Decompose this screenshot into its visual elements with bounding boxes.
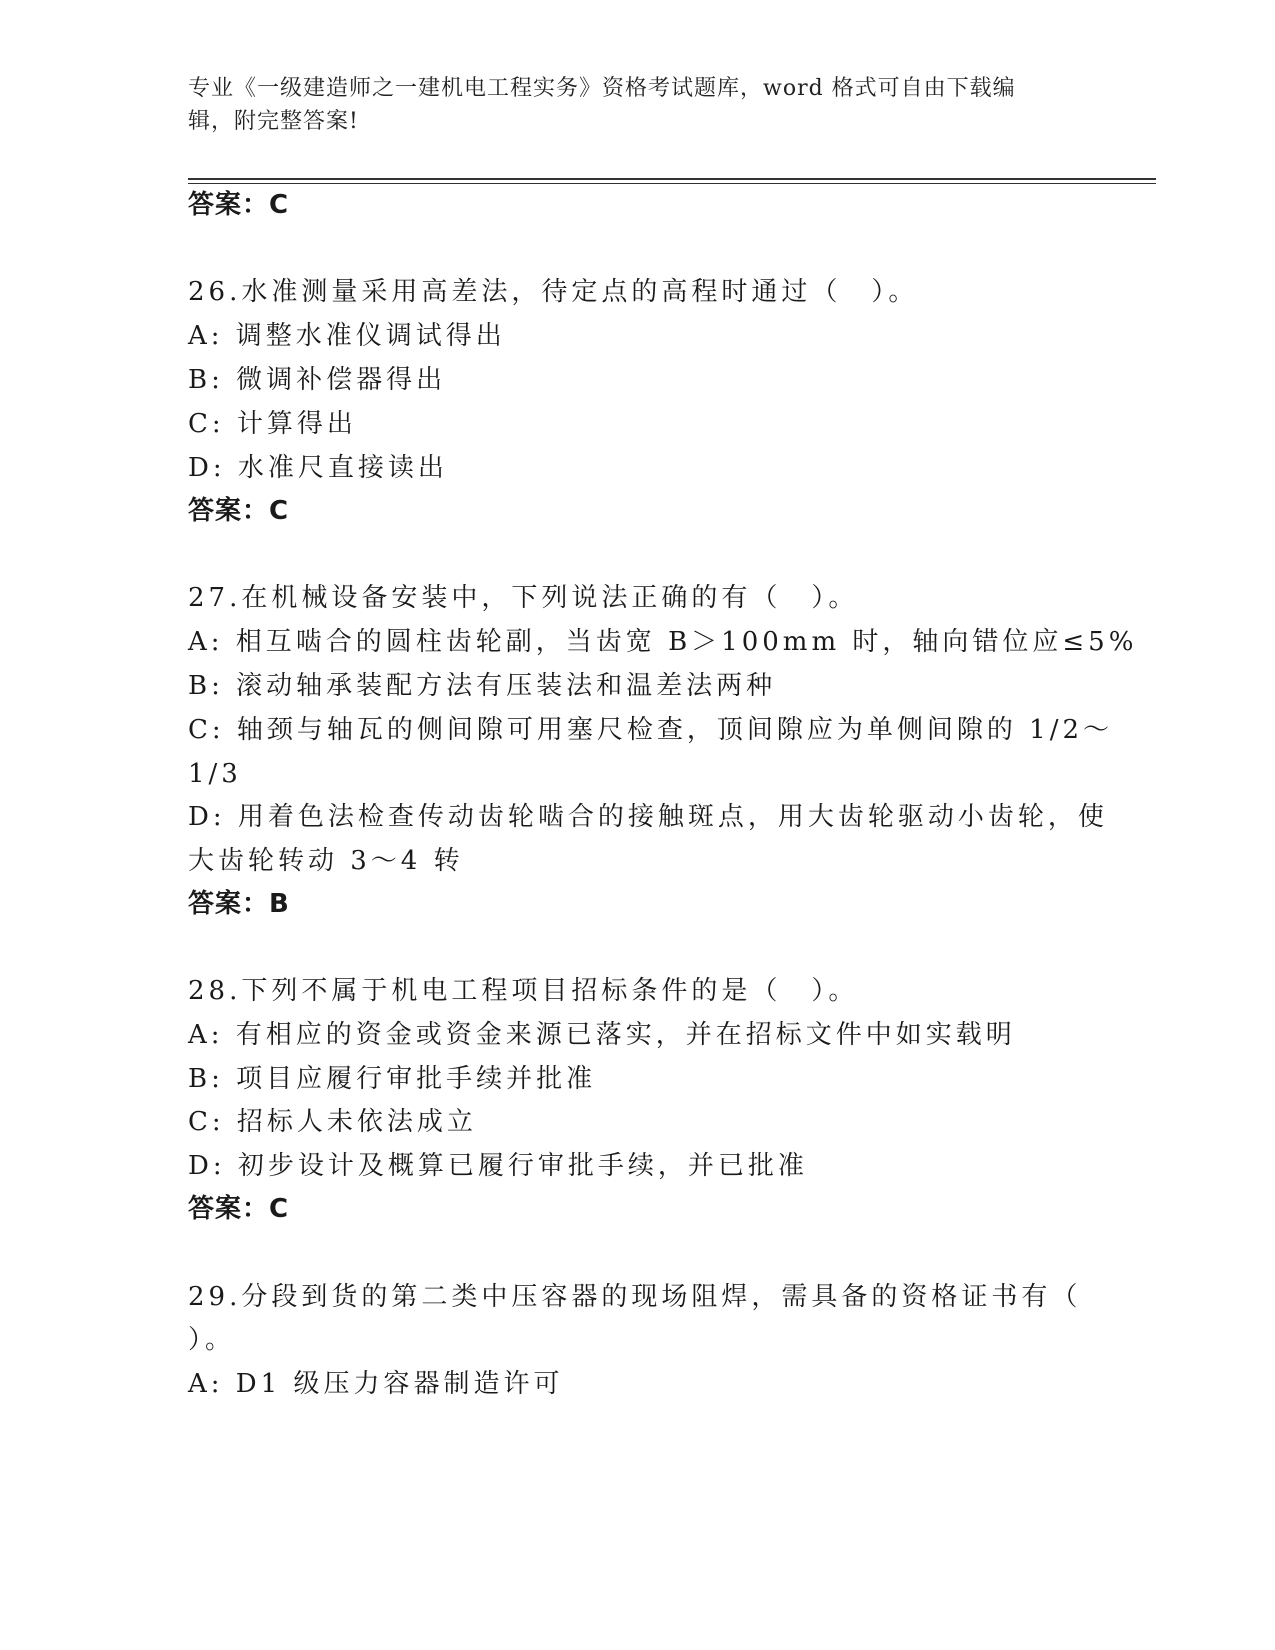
question-28-option-d: D: 初步设计及概算已履行审批手续，并已批准 bbox=[188, 1151, 808, 1181]
document-header bbox=[188, 72, 1088, 138]
header-divider-thin bbox=[188, 183, 1156, 184]
question-27-option-c: C: 轴颈与轴瓦的侧间隙可用塞尺检查，顶间隙应为单侧间隙的 1/2～ bbox=[188, 715, 1114, 745]
question-27-answer: 答案：B bbox=[188, 889, 290, 919]
question-27-option-a: A: 相互啮合的圆柱齿轮副，当齿宽 B＞100mm 时，轴向错位应≤5% bbox=[188, 627, 1138, 657]
question-26-stem: 26.水准测量采用高差法，待定点的高程时通过（ ）。 bbox=[188, 277, 919, 307]
question-27-option-d-cont: 大齿轮转动 3～4 转 bbox=[188, 846, 464, 876]
header-divider-thick bbox=[188, 178, 1156, 180]
question-28-option-c: C: 招标人未依法成立 bbox=[188, 1107, 477, 1137]
header-line-2: 辑，附完整答案! bbox=[188, 109, 359, 134]
answer-previous: 答案：C bbox=[188, 190, 290, 220]
question-29-option-a: A: D1 级压力容器制造许可 bbox=[188, 1369, 564, 1399]
question-27-option-c-cont: 1/3 bbox=[188, 759, 242, 789]
question-27-option-b: B: 滚动轴承装配方法有压装法和温差法两种 bbox=[188, 671, 777, 701]
question-27-option-d: D: 用着色法检查传动齿轮啮合的接触斑点，用大齿轮驱动小齿轮，使 bbox=[188, 802, 1108, 832]
question-26-answer: 答案：C bbox=[188, 496, 290, 526]
header-line-1: 专业《一级建造师之一建机电工程实务》资格考试题库，word 格式可自由下载编 bbox=[188, 76, 1016, 101]
question-29-stem: 29.分段到货的第二类中压容器的现场阻焊，需具备的资格证书有（ bbox=[188, 1282, 1082, 1312]
question-26-option-b: B: 微调补偿器得出 bbox=[188, 365, 447, 395]
question-28-option-b: B: 项目应履行审批手续并批准 bbox=[188, 1064, 597, 1094]
question-27-stem: 27.在机械设备安装中，下列说法正确的有（ ）。 bbox=[188, 583, 859, 613]
question-28-answer: 答案：C bbox=[188, 1194, 290, 1224]
question-26-option-a: A: 调整水准仪调试得出 bbox=[188, 321, 506, 351]
question-29-stem-cont: ）。 bbox=[188, 1325, 236, 1355]
question-28-option-a: A: 有相应的资金或资金来源已落实，并在招标文件中如实载明 bbox=[188, 1020, 1016, 1050]
question-28-stem: 28.下列不属于机电工程项目招标条件的是（ ）。 bbox=[188, 976, 859, 1006]
question-26-option-d: D: 水准尺直接读出 bbox=[188, 453, 448, 483]
question-26-option-c: C: 计算得出 bbox=[188, 409, 357, 439]
